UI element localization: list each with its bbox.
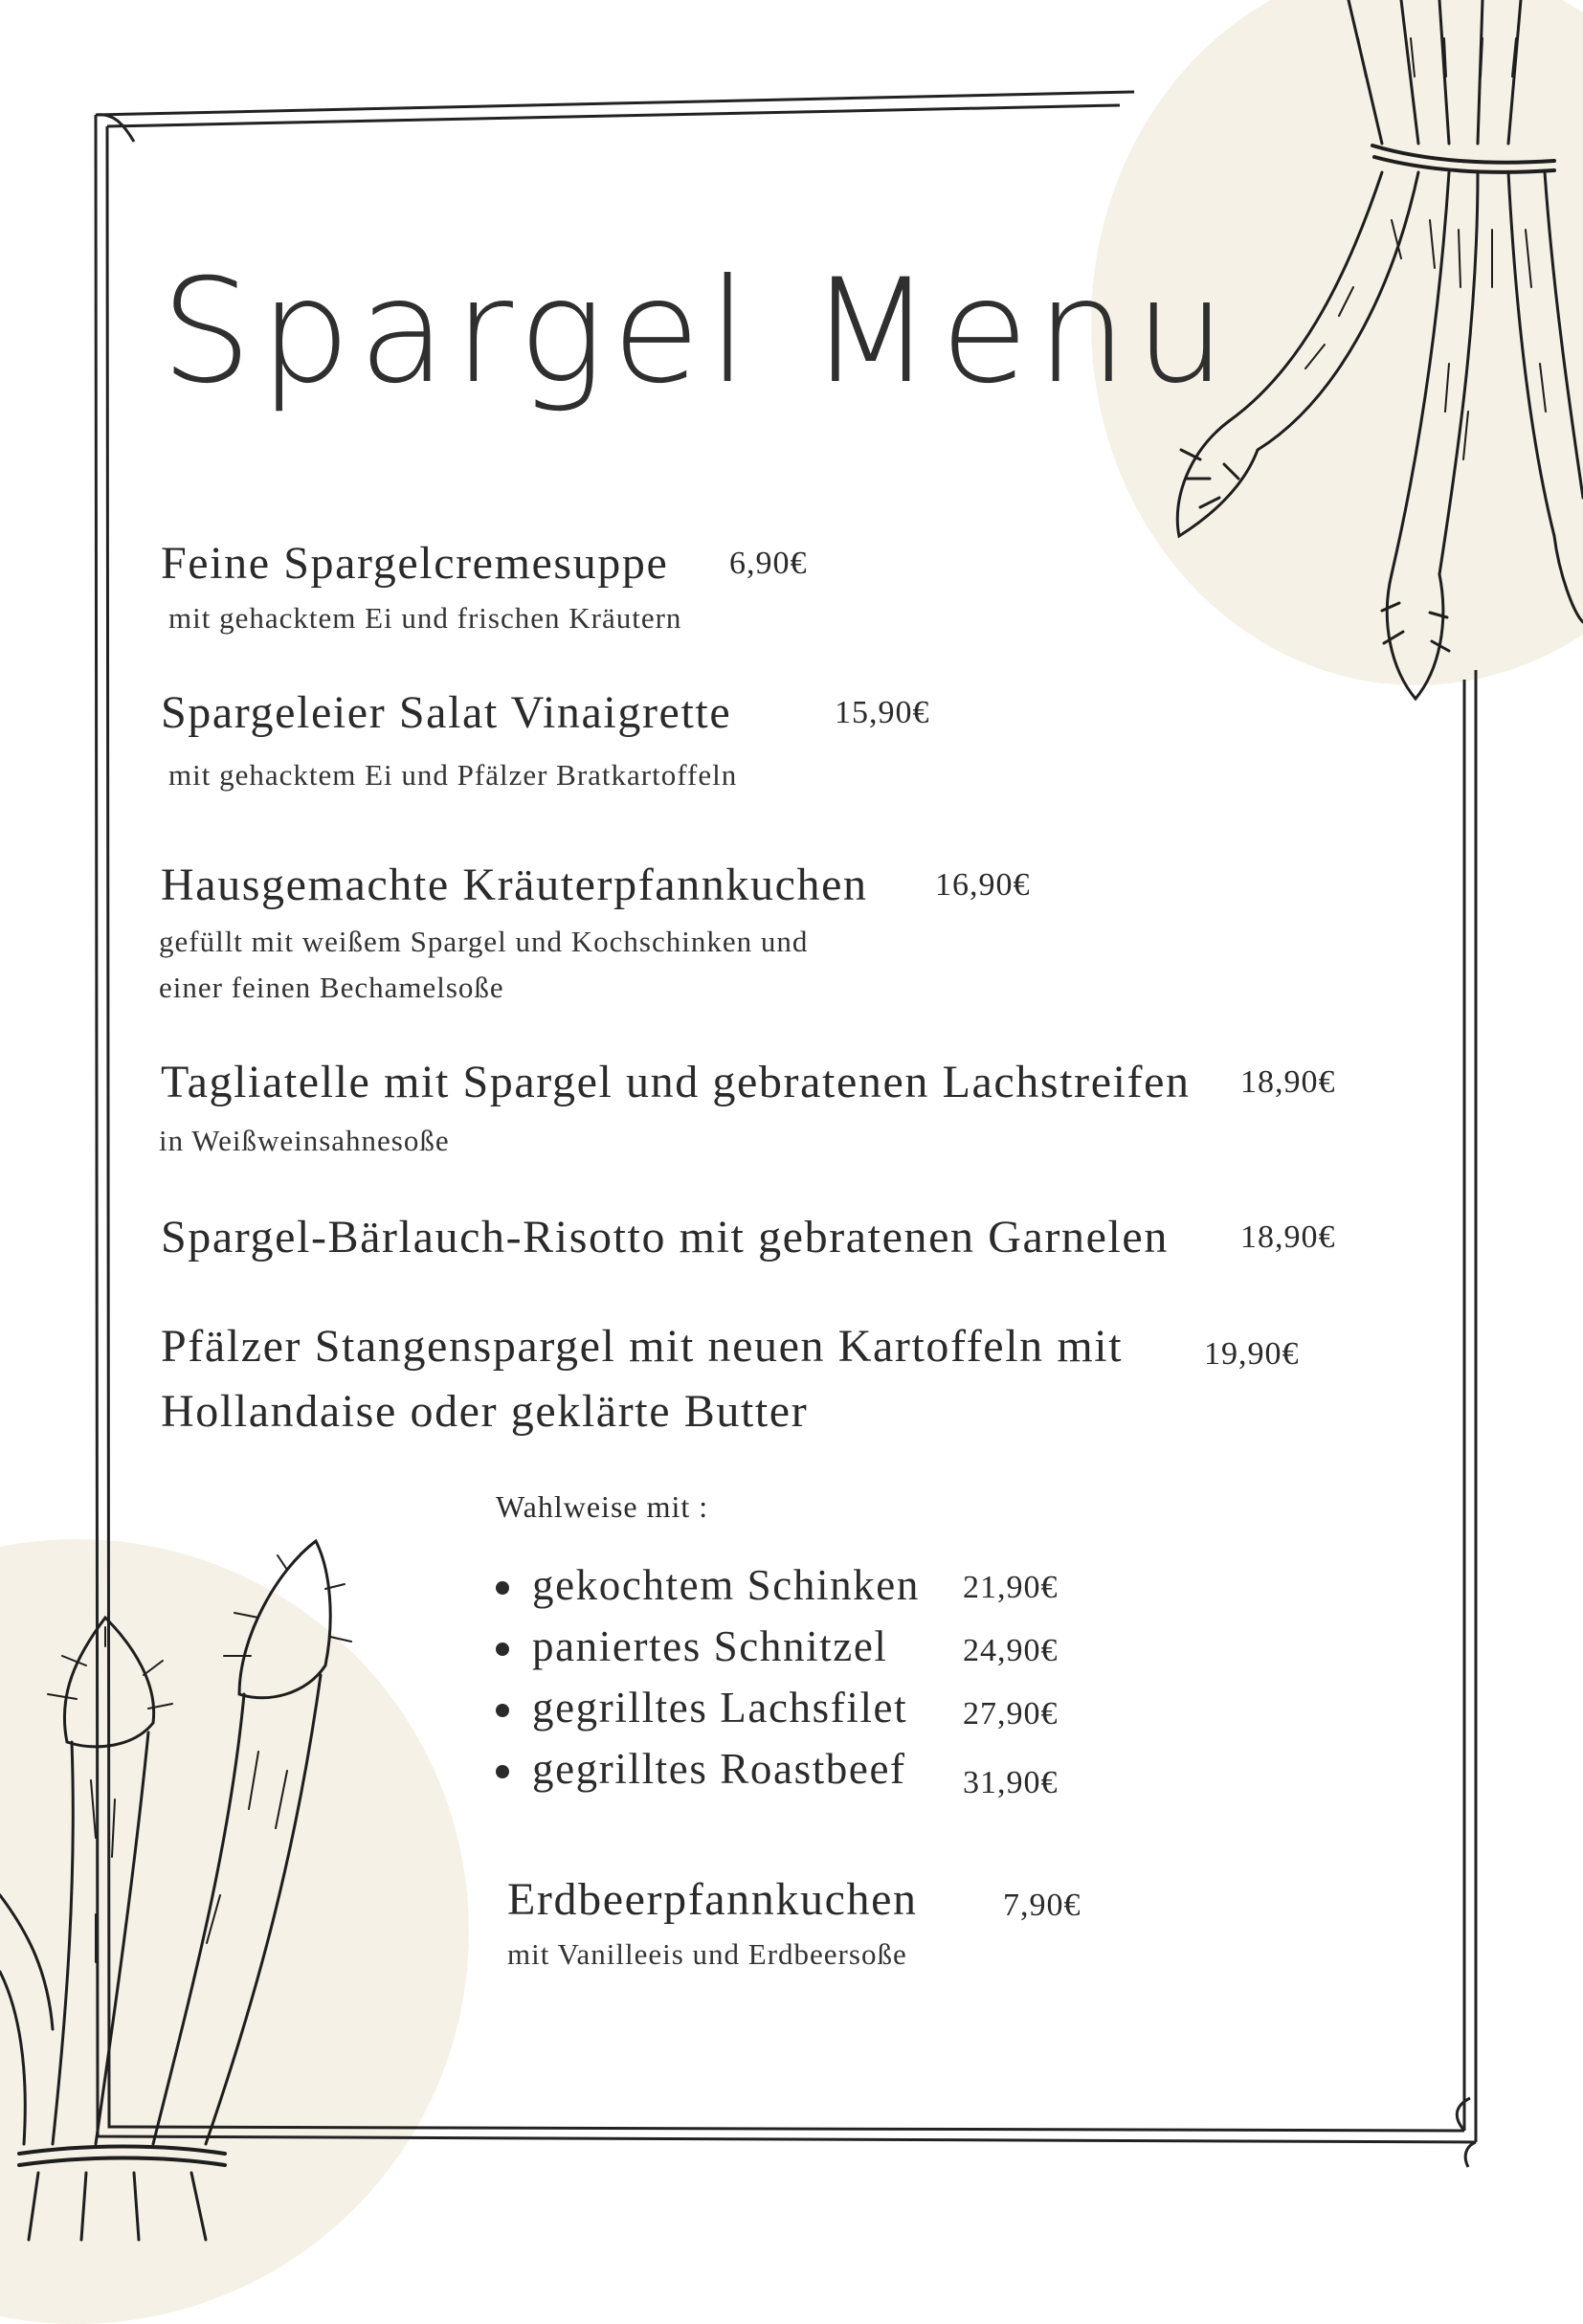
option-price: 31,90€ — [963, 1765, 1059, 1800]
menu-title: Spargel Menu — [161, 249, 1234, 415]
dessert-name: Erdbeerpfannkuchen — [507, 1874, 918, 1925]
menu-item-price: 19,90€ — [1204, 1336, 1300, 1372]
menu-item-price: 18,90€ — [1240, 1064, 1336, 1100]
option-price: 27,90€ — [963, 1696, 1059, 1732]
menu-item-name: Spargel-Bärlauch-Risotto mit gebratenen Garnelen — [161, 1212, 1169, 1263]
menu-item-description: einer feinen Bechamelsoße — [159, 971, 504, 1004]
menu-item-price: 6,90€ — [729, 546, 808, 581]
bullet-icon — [496, 1581, 509, 1595]
menu-item-description: gefüllt mit weißem Spargel und Kochschinken und — [159, 925, 809, 958]
option-label: gekochtem Schinken — [532, 1561, 920, 1609]
menu-item-description: in Weißweinsahnesoße — [159, 1124, 450, 1157]
menu-item-name: Feine Spargelcremesuppe — [161, 538, 669, 589]
menu-item-name: Hausgemachte Kräuterpfannkuchen — [161, 860, 868, 910]
bullet-icon — [496, 1642, 509, 1656]
menu-item-name: Spargeleier Salat Vinaigrette — [161, 687, 732, 738]
option-label: gegrilltes Roastbeef — [532, 1745, 906, 1793]
option-price: 24,90€ — [963, 1633, 1059, 1668]
bullet-icon — [496, 1765, 509, 1778]
bullet-icon — [496, 1704, 509, 1717]
dessert-price: 7,90€ — [1003, 1888, 1081, 1923]
menu-item-description: mit gehacktem Ei und frischen Kräutern — [168, 601, 682, 635]
menu-item-name: Hollandaise oder geklärte Butter — [161, 1386, 809, 1437]
option-price: 21,90€ — [963, 1570, 1059, 1605]
menu-item-name: Pfälzer Stangenspargel mit neuen Kartoffeln mit — [161, 1321, 1124, 1372]
option-label: gegrilltes Lachsfilet — [532, 1684, 908, 1732]
menu-item-description: mit gehacktem Ei und Pfälzer Bratkartoffeln — [168, 758, 738, 792]
options-heading: Wahlweise mit : — [496, 1489, 709, 1524]
option-label: paniertes Schnitzel — [532, 1622, 888, 1670]
menu-item-price: 18,90€ — [1240, 1219, 1336, 1255]
dessert-description: mit Vanilleeis und Erdbeersoße — [507, 1937, 907, 1971]
menu-item-name: Tagliatelle mit Spargel und gebratenen Lachstreifen — [161, 1057, 1191, 1107]
asparagus-bundle-bottom-left-illustration — [0, 1531, 364, 2240]
menu-item-price: 15,90€ — [835, 695, 930, 730]
menu-item-price: 16,90€ — [935, 867, 1031, 903]
